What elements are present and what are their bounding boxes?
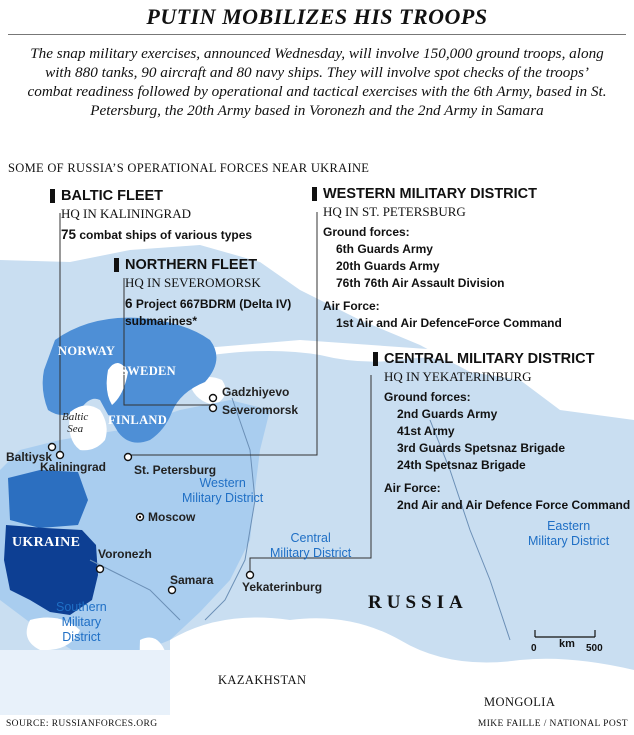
northern-fleet-hq: HQ IN SEVEROMORSK xyxy=(125,275,261,290)
label-kazakhstan: KAZAKHSTAN xyxy=(218,673,307,687)
western-air-label: Air Force: xyxy=(323,299,380,313)
baltic-fleet-box xyxy=(50,188,280,244)
page-title: PUTIN MOBILIZES HIS TROOPS xyxy=(146,4,488,29)
label-western-district: Western Military District xyxy=(182,476,264,505)
label-mongolia: MONGOLIA xyxy=(484,695,556,709)
footer-source: SOURCE: RUSSIANFORCES.ORG xyxy=(6,719,158,729)
marker-voronezh xyxy=(97,566,104,573)
central-air-label: Air Force: xyxy=(384,481,441,495)
label-st-petersburg: St. Petersburg xyxy=(134,463,217,477)
scale-start: 0 xyxy=(531,643,537,654)
intro-text: The snap military exercises, announced Wednesday, will involve 150,000 ground troops, along with 880 tanks, 90 aircraft and 80 navy ships. They will involve spot checks of the troops’ combat readiness followed by operational and tactical exercises with the 6th Army, based in St. Petersburg, the 20th Army based in Voronezh and the 2nd Army in Samara xyxy=(27,45,607,119)
marker-gadzhiyevo xyxy=(210,395,217,402)
northern-fleet-box xyxy=(114,257,314,330)
label-moscow: Moscow xyxy=(148,510,196,524)
footer-credit: MIKE FAILLE / NATIONAL POST xyxy=(477,719,628,729)
label-finland: FINLAND xyxy=(108,413,168,427)
marker-st-petersburg xyxy=(125,454,132,461)
baltic-fleet-heading: BALTIC FLEET xyxy=(50,188,280,204)
central-ground-label: Ground forces: xyxy=(384,390,471,404)
western-district-box xyxy=(312,186,612,332)
western-ground-label: Ground forces: xyxy=(323,225,410,239)
label-eastern-district: Eastern Military District xyxy=(528,519,610,548)
label-ukraine: UKRAINE xyxy=(12,535,81,550)
central-district-heading: CENTRAL MILITARY DISTRICT xyxy=(373,351,631,367)
label-gadzhiyevo: Gadzhiyevo xyxy=(222,385,290,399)
label-yekaterinburg: Yekaterinburg xyxy=(242,580,323,594)
baltic-fleet-ships: 75 combat ships of various types xyxy=(61,227,253,242)
western-ground-3: 76th 76th Air Assault Division xyxy=(336,276,505,290)
label-southern-district: Southern Military District xyxy=(56,600,107,644)
scale-unit: km xyxy=(559,638,575,650)
label-voronezh: Voronezh xyxy=(98,547,152,561)
south-coast-white xyxy=(0,650,170,715)
label-sweden: SWEDEN xyxy=(120,364,176,378)
marker-kaliningrad xyxy=(57,452,64,459)
western-district-hq: HQ IN ST. PETERSBURG xyxy=(323,204,466,219)
western-ground-1: 6th Guards Army xyxy=(336,242,433,256)
central-air-1: 2nd Air and Air Defence Force Command xyxy=(397,498,631,512)
marker-samara xyxy=(169,587,176,594)
central-ground-4: 24th Spetsnaz Brigade xyxy=(397,458,526,472)
northern-fleet-heading: NORTHERN FLEET xyxy=(114,257,314,273)
central-ground-2: 41st Army xyxy=(397,424,455,438)
northern-fleet-subs-2: submarines* xyxy=(125,314,198,328)
label-kaliningrad: Kaliningrad xyxy=(40,460,107,474)
map-subhead: SOME OF RUSSIA’S OPERATIONAL FORCES NEAR UKRAINE xyxy=(8,161,370,175)
label-baltiysk: Baltiysk xyxy=(6,450,53,464)
label-severomorsk: Severomorsk xyxy=(222,403,299,417)
baltic-fleet-hq: HQ IN KALININGRAD xyxy=(61,206,191,221)
label-norway: NORWAY xyxy=(58,344,116,358)
label-baltic-sea: Baltic Sea xyxy=(62,411,89,435)
marker-severomorsk xyxy=(210,405,217,412)
title-rule xyxy=(8,34,626,35)
label-russia: RUSSIA xyxy=(368,592,468,613)
central-ground-1: 2nd Guards Army xyxy=(397,407,498,421)
belarus-baltics xyxy=(8,470,88,528)
central-district-box xyxy=(373,351,631,514)
western-air-1: 1st Air and Air DefenceForce Command xyxy=(336,316,562,330)
marker-yekaterinburg xyxy=(247,572,254,579)
label-samara: Samara xyxy=(170,573,214,587)
marker-moscow-dot xyxy=(139,516,141,518)
scale-end: 500 xyxy=(586,643,603,654)
western-ground-2: 20th Guards Army xyxy=(336,259,440,273)
western-district-heading: WESTERN MILITARY DISTRICT xyxy=(312,186,612,202)
central-district-hq: HQ IN YEKATERINBURG xyxy=(384,369,532,384)
label-central-district: Central Military District xyxy=(270,531,352,560)
central-ground-3: 3rd Guards Spetsnaz Brigade xyxy=(397,441,566,455)
northern-fleet-subs: 6 Project 667BDRM (Delta IV) xyxy=(125,296,292,311)
